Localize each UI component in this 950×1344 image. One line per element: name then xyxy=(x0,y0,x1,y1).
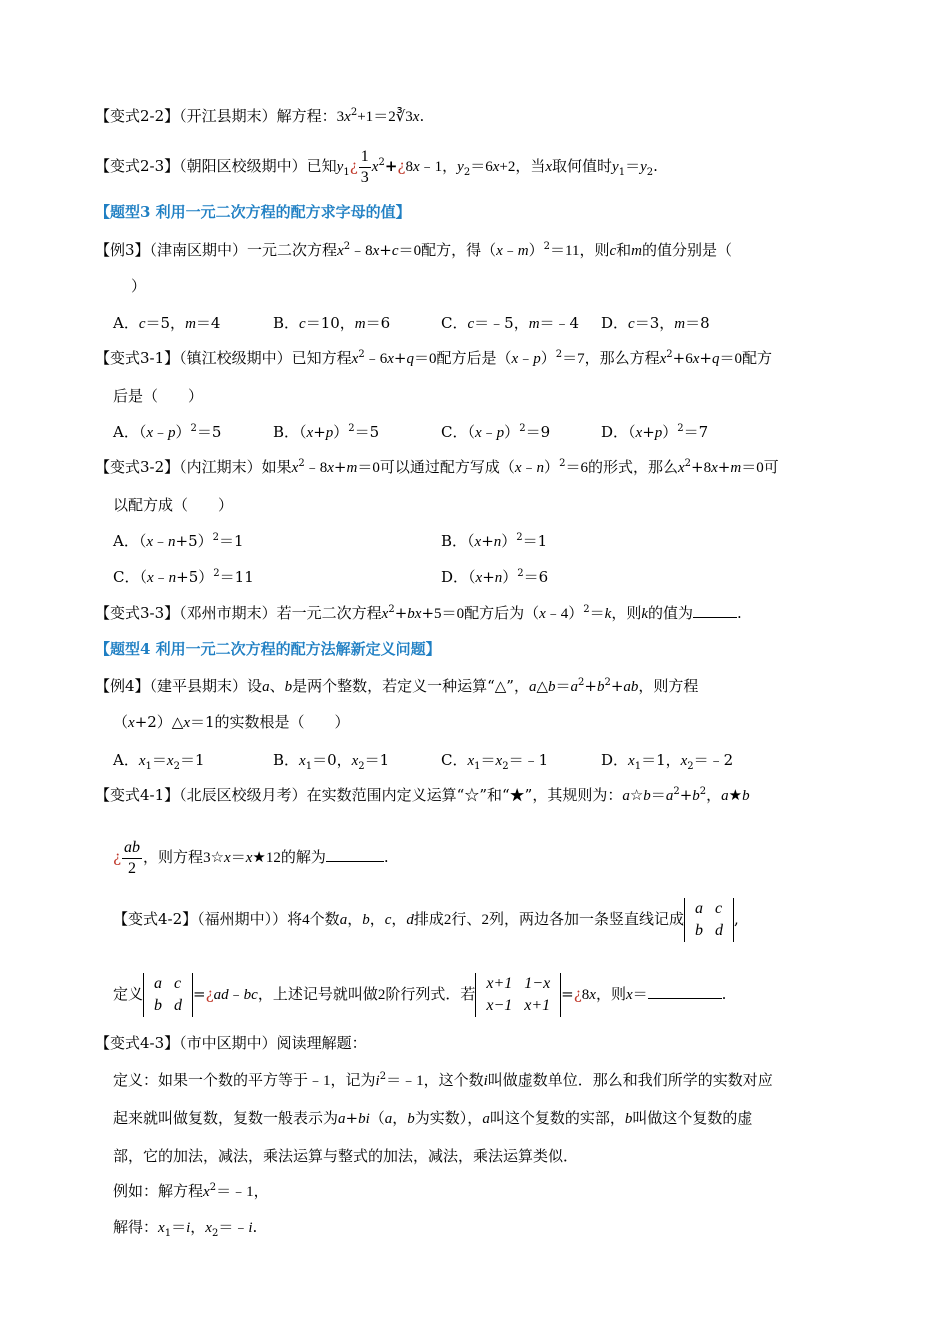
determinant-definition: a c b d xyxy=(143,973,193,1017)
ex3-option-d: D．c＝3，m＝8 xyxy=(601,314,710,332)
ex4-line1: 【例4】（建平县期末）设a、b是两个整数，若定义一种运算“△”，$a\triangle b=a^2+b^2+ab$，则方程 xyxy=(95,677,699,695)
v43-tag: 【变式4-3】 xyxy=(95,1034,180,1052)
v23-text: （朝阳区校级期中）已知$y_1¿$ $\frac{1}{3}$ $x^2+¿8x﹣1$，$y_2=6x+2$，当x取何值时$y_1=y_2$. xyxy=(179,147,658,186)
ex4-option-a: A．$x_1=x_2=1$ xyxy=(113,751,205,772)
v43-p1: 定义：如果一个数的平方等于﹣1，记为$i^2=﹣1$，这个数i叫做虚数单位．那么和我们所学的实数对应 xyxy=(113,1071,773,1089)
v42-tag: 【变式4-2】 xyxy=(113,910,198,928)
v33-line: 【变式3-3】（邓州市期末）若一元二次方程$x^2+bx+5=0$配方后为（x﹣4）$^2$＝k，则k的值为 . xyxy=(95,604,742,622)
v31-option-a: A．（x﹣p）$^2$＝5 xyxy=(113,423,222,441)
ex4-tag: 【例4】 xyxy=(95,677,150,695)
ex3-tag: 【例3】 xyxy=(95,241,150,259)
v42-line1: 【变式4-2】（福州期中））将4个数a，b，c，d排成2行、2列，两边各加一条竖直线记成 a c b d , xyxy=(113,894,739,945)
v31-option-c: C．（x﹣p）$^2$＝9 xyxy=(441,423,551,441)
v32-option-a: A．（x﹣n+5）$^2$＝1 xyxy=(113,532,244,550)
ex4-line2: （x+2）△x＝1的实数根是（ ） xyxy=(113,713,350,731)
ex4-option-b: B．$x_1=0$，$x_2=1$ xyxy=(273,751,390,772)
v31-option-d: D．$(x+p)^2=7$ xyxy=(601,423,709,441)
v33-tag: 【变式3-3】 xyxy=(95,604,180,622)
v32-option-d: D．$(x+n)^2=6$ xyxy=(441,568,549,586)
v41-line1: 【变式4-1】（北辰区校级月考）在实数范围内定义运算“☆”和“★”，其规则为：$a☆b=a^2+b^2$，a★b xyxy=(95,786,750,804)
v43-p2: 起来就叫做复数，复数一般表示为a+bi（a，b为实数），a叫这个复数的实部，b叫做这个复数的虚 xyxy=(113,1109,753,1127)
v22-text: （开江县期末）解方程：$3x^2+1=2∛3x$. xyxy=(179,107,425,125)
v43-p4: 例如：解方程$x^2=﹣1$， xyxy=(113,1182,269,1200)
v32-tag: 【变式3-2】 xyxy=(95,458,180,476)
determinant-notation: a c b d xyxy=(684,898,734,942)
v43-head: （市中区期中）阅读理解题： xyxy=(179,1034,367,1052)
ex4-option-d: D．$x_1=1$，$x_2=﹣2$ xyxy=(601,751,734,772)
v32-line2: 以配方成（ ） xyxy=(113,496,234,514)
v41-line2: ¿ $\frac{ab}{2}$ ，则方程3☆x＝x★12的解为 . xyxy=(113,838,389,877)
v31-line1: 【变式3-1】（镇江校级期中）已知方程$x^2﹣6x+q=0$配方后是（x﹣p）$^2$＝7，那么方程$x^2+6x+q=0$配方 xyxy=(95,349,773,367)
ex4-option-c: C．$x_1=x_2=﹣1$ xyxy=(441,751,549,772)
v31-tag: 【变式3-1】 xyxy=(95,349,180,367)
v41-tag: 【变式4-1】 xyxy=(95,786,180,804)
ex3-option-a: A．c＝5，m＝4 xyxy=(113,314,221,332)
section-3-heading: 【题型3 利用一元二次方程的配方求字母的值】 xyxy=(95,203,411,221)
v31-option-b: B．$(x+p)^2=5$ xyxy=(273,423,380,441)
v43-head-line xyxy=(95,1033,367,1053)
v42-line2: 定义 a c b d =¿ad﹣bc，上述记号就叫做2阶行列式．若 x+1 1−x x−1 x+1 =¿8x，则x＝ . xyxy=(113,968,726,1021)
v23-tag: 【变式2-3】 xyxy=(95,157,180,175)
v43-p5: 解得：$x_1=i$，$x_2=﹣i$. xyxy=(113,1218,258,1239)
determinant-equation: x+1 1−x x−1 x+1 xyxy=(475,973,561,1017)
ex3-line2: ） xyxy=(131,277,147,295)
section-4-heading: 【题型4 利用一元二次方程的配方法解新定义问题】 xyxy=(95,640,441,658)
v32-line1: 【变式3-2】（内江期末）如果$x^2﹣8x+m=0$可以通过配方写成（x﹣n）$^2$＝6的形式，那么$x^2+8x+m=0$可 xyxy=(95,458,779,476)
ex3-line1: 【例3】（津南区期中）一元二次方程$x^2﹣8x+c=0$配方，得（x﹣m）$^2$＝11，则c和m的值分别是（ xyxy=(95,241,733,259)
v23-line xyxy=(95,146,658,188)
v31-line2: 后是（ ） xyxy=(113,387,204,405)
ex3-option-b: B．c＝10，m＝6 xyxy=(273,314,391,332)
v32-option-b: B．$(x+n)^2=1$ xyxy=(441,532,548,550)
v22-tag: 【变式2-2】 xyxy=(95,107,180,125)
v22-line xyxy=(95,106,424,127)
v43-p3: 部，它的加法，减法，乘法运算与整式的加法，减法，乘法运算类似． xyxy=(113,1147,579,1165)
v32-option-c: C．（x﹣n+5）$^2$＝11 xyxy=(113,568,254,586)
ex3-option-c: C．c＝﹣5，m＝﹣4 xyxy=(441,314,580,332)
